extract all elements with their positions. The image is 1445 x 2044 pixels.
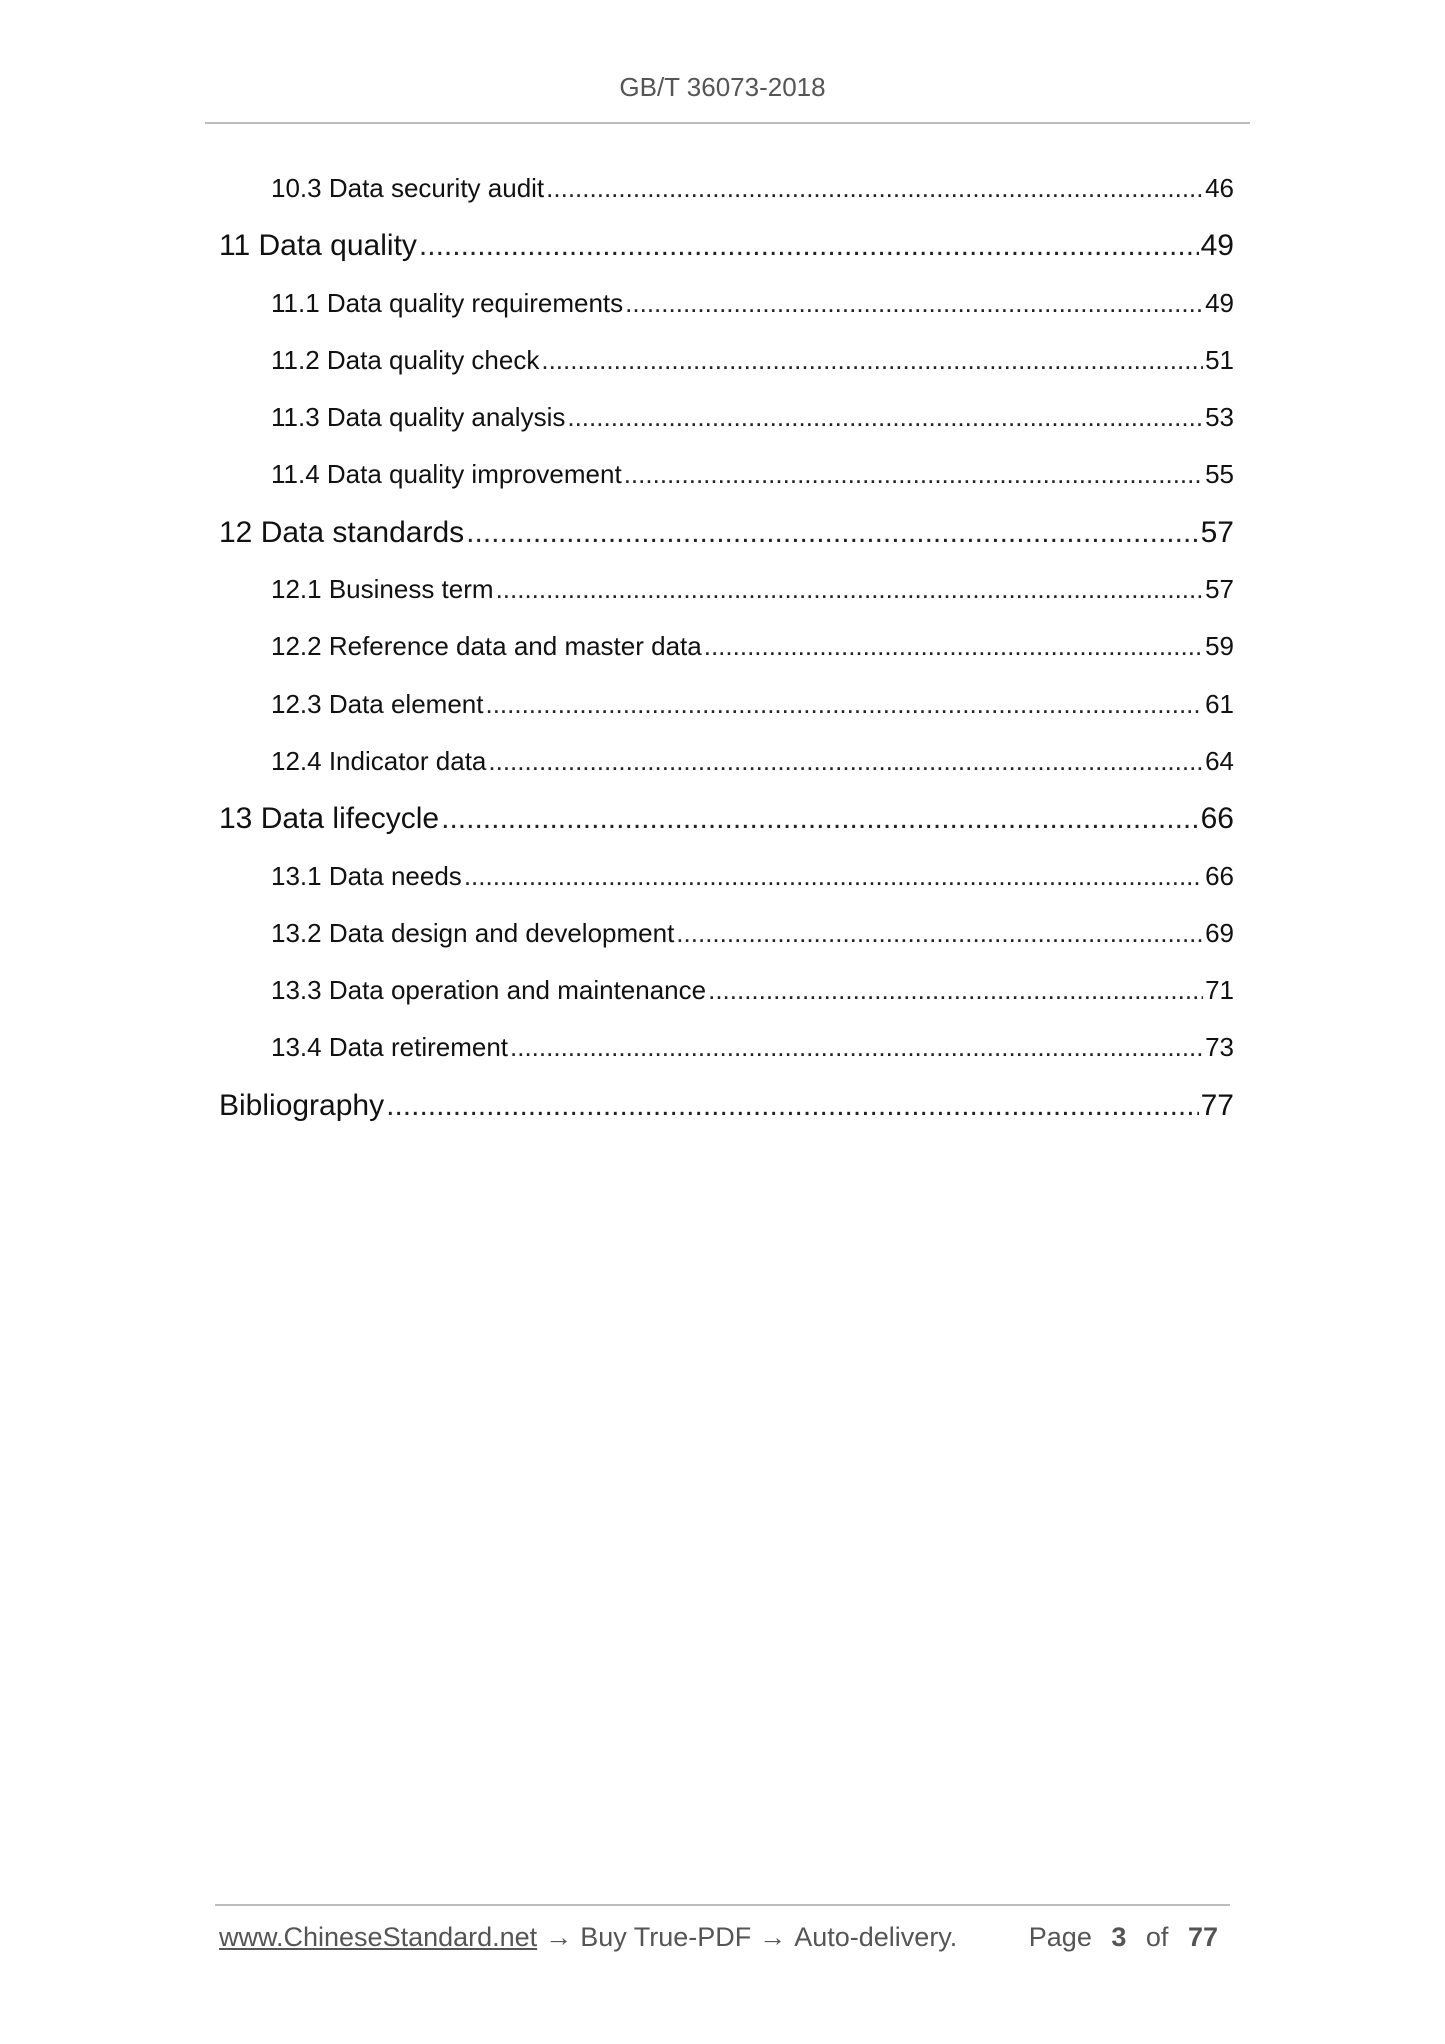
page-counter (1029, 1922, 1230, 1953)
toc-entry-page: 73 (1205, 1032, 1234, 1063)
toc-entry[interactable] (219, 848, 1234, 905)
dot-leader (510, 1019, 1203, 1076)
toc-entry-title: 11.3 Data quality analysis (271, 402, 566, 433)
toc-entry[interactable] (219, 790, 1234, 847)
toc-entry-page: 53 (1205, 402, 1234, 433)
dot-leader (496, 561, 1204, 618)
toc-entry[interactable] (219, 389, 1234, 446)
page-header: GB/T 36073-2018 (619, 72, 826, 102)
toc-entry[interactable] (219, 962, 1234, 1019)
dot-leader (624, 446, 1203, 503)
toc-entry-title: Bibliography (219, 1088, 385, 1122)
toc-entry-title: 11.2 Data quality check (271, 344, 540, 375)
toc-entry-page: 57 (1205, 574, 1234, 605)
toc-entry-title: 12.2 Reference data and master data (271, 631, 702, 662)
toc-entry[interactable] (219, 160, 1234, 217)
dot-leader (419, 217, 1199, 274)
toc-entry-page: 46 (1205, 173, 1234, 203)
right-arrow-icon: → (545, 1922, 573, 1952)
toc-entry-title: 11 Data quality (219, 229, 417, 263)
toc-entry-page: 59 (1205, 631, 1234, 662)
toc-entry-page: 66 (1200, 802, 1234, 836)
toc-entry[interactable] (219, 905, 1234, 962)
toc-entry[interactable] (219, 1077, 1234, 1134)
dot-leader (676, 905, 1203, 962)
toc-entry-title: 13.4 Data retirement (271, 1032, 509, 1063)
footer-step-buy: Buy True-PDF (580, 1922, 752, 1952)
dot-leader (488, 733, 1203, 790)
toc-entry-title: 12.1 Business term (271, 574, 494, 605)
dot-leader (541, 332, 1203, 389)
toc-entry-page: 69 (1205, 917, 1234, 948)
footer-divider (215, 1904, 1230, 1906)
toc-entry-title: 11.1 Data quality requirements (271, 287, 624, 318)
toc-entry[interactable] (219, 676, 1234, 733)
page-label: Page (1028, 1922, 1092, 1952)
toc-entry-title: 10.3 Data security audit (271, 173, 545, 203)
toc-entry-title: 13.2 Data design and development (271, 917, 675, 948)
toc-entry-title: 12.4 Indicator data (271, 745, 487, 776)
site-link[interactable]: www.ChineseStandard.net (219, 1922, 538, 1952)
toc-entry-title: 11.4 Data quality improvement (271, 459, 622, 490)
toc-entry[interactable] (219, 733, 1234, 790)
footer-step-delivery: Auto-delivery. (794, 1922, 958, 1952)
dot-leader (546, 160, 1203, 217)
toc-entry-title: 13.1 Data needs (271, 860, 462, 891)
dot-leader (441, 790, 1199, 847)
table-of-contents (219, 160, 1234, 1134)
dot-leader (625, 275, 1203, 332)
current-page-number: 3 (1111, 1922, 1127, 1952)
right-arrow-icon: → (759, 1922, 787, 1952)
toc-entry-page: 77 (1200, 1088, 1234, 1122)
dot-leader (704, 618, 1203, 675)
toc-entry-page: 51 (1205, 344, 1234, 375)
toc-entry[interactable] (219, 332, 1234, 389)
toc-entry-page: 55 (1205, 459, 1234, 490)
header-divider (205, 122, 1250, 124)
toc-entry-page: 64 (1205, 745, 1234, 776)
of-label: of (1145, 1922, 1169, 1952)
dot-leader (708, 962, 1203, 1019)
toc-entry-title: 13.3 Data operation and maintenance (271, 975, 707, 1006)
toc-entry[interactable] (219, 561, 1234, 618)
toc-entry[interactable] (219, 618, 1234, 675)
toc-entry-title: 12.3 Data element (271, 688, 484, 719)
dot-leader (386, 1077, 1199, 1134)
toc-entry-title: 12 Data standards (219, 515, 465, 549)
toc-entry[interactable] (219, 446, 1234, 503)
toc-entry[interactable] (219, 217, 1234, 274)
total-pages-number: 77 (1187, 1922, 1218, 1952)
toc-entry-page: 66 (1205, 860, 1234, 891)
toc-entry[interactable] (219, 504, 1234, 561)
page-footer (219, 1922, 1230, 1953)
toc-entry-title: 13 Data lifecycle (219, 802, 440, 836)
toc-entry-page: 61 (1205, 688, 1234, 719)
toc-entry[interactable] (219, 275, 1234, 332)
dot-leader (466, 504, 1198, 561)
dot-leader (567, 389, 1203, 446)
dot-leader (464, 848, 1203, 905)
dot-leader (485, 676, 1203, 733)
toc-entry-page: 49 (1200, 229, 1234, 263)
toc-entry-page: 57 (1200, 515, 1234, 549)
toc-entry[interactable] (219, 1019, 1234, 1076)
toc-entry-page: 49 (1205, 287, 1234, 318)
toc-entry-page: 71 (1205, 975, 1234, 1006)
